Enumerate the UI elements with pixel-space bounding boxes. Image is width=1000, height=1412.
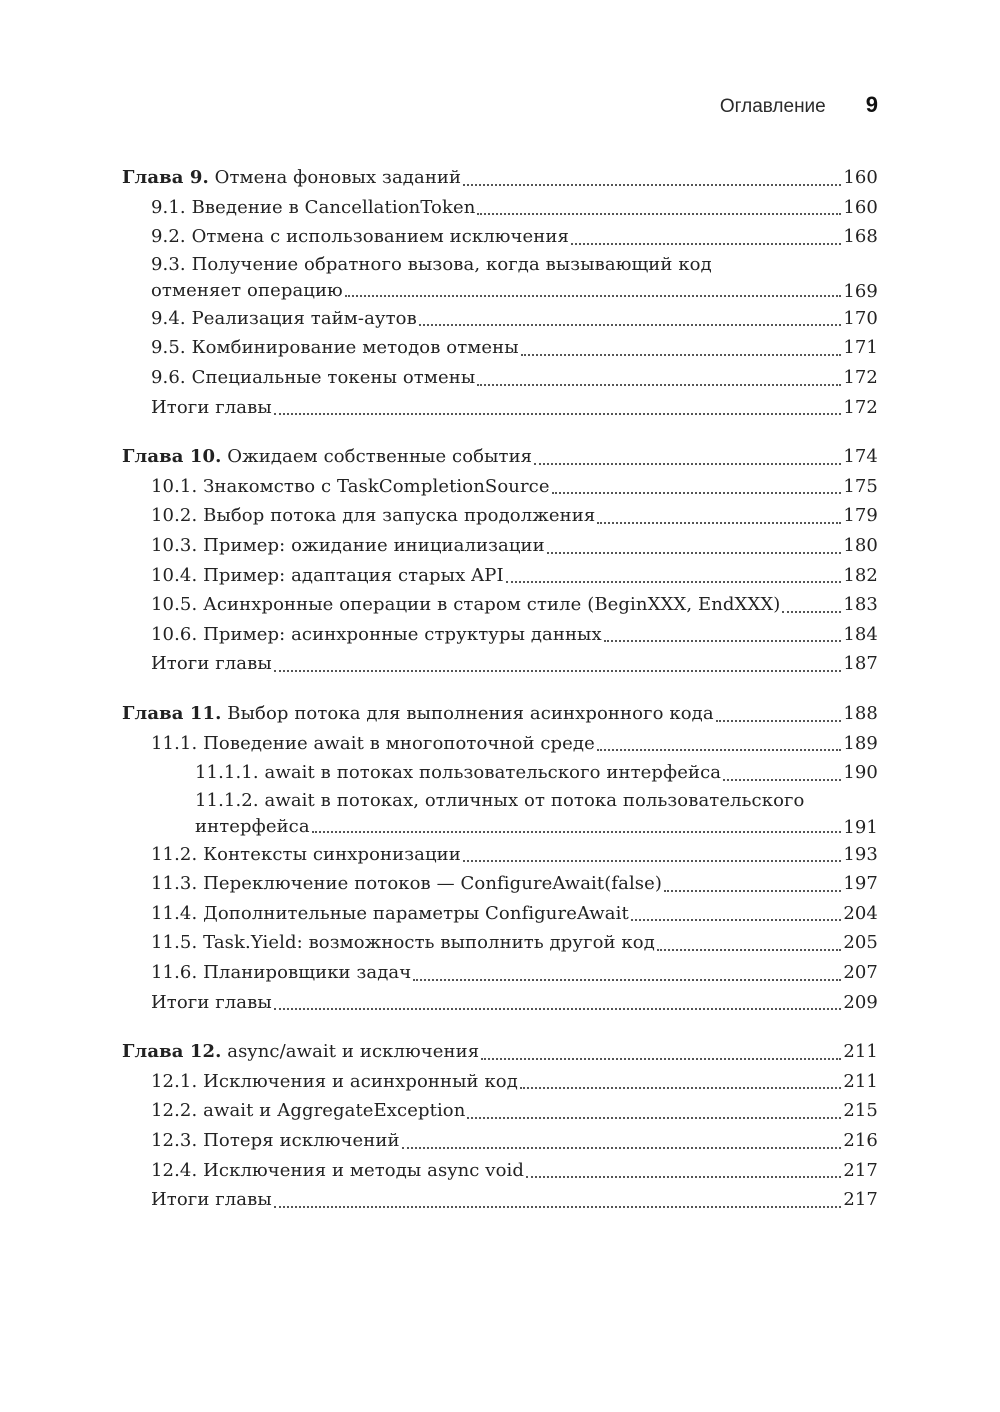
chapter-title: async/await и исключения [227,1041,480,1063]
toc-entry-title [122,699,714,729]
toc-page-number: 174 [843,446,878,468]
toc-entry-title: 12.2. await и AggregateException [151,1100,466,1122]
toc-entry-title: 9.4. Реализация тайм-аутов [151,307,417,329]
toc-section-entry[interactable] [122,928,878,958]
toc-page-number: 183 [843,594,878,616]
toc-page-number: 168 [843,226,878,248]
dot-leader [534,463,841,465]
dot-leader [477,213,841,215]
toc-page-number: 170 [843,307,878,329]
toc-entry-title: Итоги главы [151,991,272,1013]
dot-leader [312,831,842,833]
toc-entry-title [122,163,461,193]
toc-entry-title: 9.2. Отмена с использованием исключения [151,226,569,248]
dot-leader [463,860,841,862]
toc-page-number: 179 [843,505,878,527]
dot-leader [481,1058,841,1060]
running-header-title: Оглавление [719,96,826,117]
toc-section-entry[interactable] [122,531,878,561]
toc-section-entry[interactable] [122,649,878,679]
toc-section-entry[interactable] [122,304,878,334]
toc-section-entry[interactable] [122,222,878,252]
toc-section-entry[interactable] [122,869,878,899]
toc-entry-title: 11.4. Дополнительные параметры ConfigureAwait [151,902,629,924]
toc-section-entry[interactable] [122,729,878,759]
dot-leader [274,670,842,672]
toc-section-entry[interactable] [122,333,878,363]
toc-entry-title: 9.1. Введение в CancellationToken [151,196,476,218]
dot-leader [520,1087,841,1089]
toc-entry-title [122,1037,479,1067]
toc-page-number: 188 [843,702,878,724]
toc-entry-text-block [195,788,843,840]
toc-page-number: 193 [843,843,878,865]
toc-page-number: 172 [843,366,878,388]
chapter-label: Глава 10. [122,446,222,468]
chapter-title: Отмена фоновых заданий [214,167,462,188]
toc-entry-title: 11.2. Контексты синхронизации [151,843,461,865]
toc-section-entry[interactable] [122,958,878,988]
dot-leader [274,413,842,415]
dot-leader [345,295,842,297]
toc-page-number: 205 [843,932,878,954]
dot-leader [521,354,842,356]
dot-leader [274,1206,842,1208]
toc-page-number: 172 [843,396,878,418]
toc-page-number: 204 [843,902,878,924]
running-header [720,92,878,118]
dot-leader [526,1176,841,1178]
toc-chapter-entry[interactable] [122,442,878,472]
toc-entry-title: 12.4. Исключения и методы async void [151,1159,524,1181]
toc-entry-text: 11.1.2. await в потоках, отличных от потока пользовательского [195,789,805,811]
chapter-title: Выбор потока для выполнения асинхронного кода [227,702,714,724]
toc-page-number: 211 [843,1070,878,1092]
toc-entry-title: 10.2. Выбор потока для запуска продолжения [151,505,596,527]
dot-leader [716,720,842,722]
toc-section-entry[interactable] [122,1156,878,1186]
toc-section-entry[interactable] [122,988,878,1018]
toc-page-number: 187 [843,653,878,675]
toc-entry-title: 12.1. Исключения и асинхронный код [151,1070,518,1092]
toc-entry-title: 11.1.1. await в потоках пользовательского интерфейса [195,762,722,784]
toc-section-entry[interactable] [122,899,878,929]
toc-section-entry[interactable] [122,252,878,304]
toc-section-entry[interactable] [122,590,878,620]
toc-entry-title: Итоги главы [151,396,272,418]
toc-entry-title: 10.4. Пример: адаптация старых API [151,564,504,586]
dot-leader [506,581,842,583]
toc-chapter-entry[interactable] [122,163,878,193]
toc-section-entry[interactable] [122,840,878,870]
chapter-label: Глава 11. [122,702,222,724]
dot-leader [463,184,841,186]
toc-page-number: 160 [843,196,878,218]
toc-section-entry[interactable] [122,561,878,591]
toc-page-number: 182 [843,564,878,586]
toc-entry-title [122,442,532,472]
toc-page-number: 175 [843,475,878,497]
toc-entry-title: 10.1. Знакомство с TaskCompletionSource [151,475,550,497]
dot-leader [723,779,841,781]
toc-section-entry[interactable] [122,620,878,650]
dot-leader [274,1008,842,1010]
dot-leader [547,552,842,554]
toc-entry-title: 11.6. Планировщики задач [151,962,412,984]
toc-entry-text-block [151,252,843,304]
dot-leader [552,492,842,494]
toc-page-number: 171 [843,337,878,359]
toc-entry-title: Итоги главы [151,653,272,675]
dot-leader [477,384,841,386]
toc-entry-title: 11.3. Переключение потоков — ConfigureAwait(false) [151,873,663,895]
toc-section-entry[interactable] [122,393,878,423]
dot-leader [631,919,842,921]
toc-entry-text: 9.3. Получение обратного вызова, когда вызывающий код [151,253,712,275]
toc-entry-title: 10.6. Пример: асинхронные структуры данных [151,623,602,645]
toc-page-number: 211 [843,1041,878,1063]
toc-entry-text-continued: отменяет операцию [151,279,343,301]
table-of-contents [122,163,878,1215]
toc-entry-title: 10.3. Пример: ожидание инициализации [151,534,545,556]
dot-leader [402,1147,842,1149]
toc-entry-title: Итоги главы [151,1189,272,1211]
dot-leader [597,749,841,751]
dot-leader [467,1117,841,1119]
toc-page-number: 215 [843,1100,878,1122]
toc-subsubsection-entry[interactable] [122,788,878,840]
toc-section-entry[interactable] [122,1067,878,1097]
toc-entry-title: 11.5. Task.Yield: возможность выполнить другой код [151,932,655,954]
toc-page-number: 184 [843,623,878,645]
dot-leader [413,979,841,981]
toc-entry-title: 11.1. Поведение await в многопоточной среде [151,732,595,754]
toc-section-entry[interactable] [122,193,878,223]
toc-page-number: 160 [843,167,878,188]
dot-leader [657,949,841,951]
toc-section-entry[interactable] [122,1185,878,1215]
toc-section-entry[interactable] [122,472,878,502]
toc-page-number: 197 [843,873,878,895]
toc-entry-continuation [195,814,843,840]
chapter-label: Глава 9. [122,167,209,188]
toc-page-number: 217 [843,1189,878,1211]
toc-chapter-entry[interactable] [122,699,878,729]
toc-page-number: 180 [843,534,878,556]
toc-section-entry[interactable] [122,363,878,393]
dot-leader [419,324,842,326]
toc-page-number: 216 [843,1130,878,1152]
chapter-label: Глава 12. [122,1041,222,1063]
toc-entry-text-continued: интерфейса [195,815,310,837]
toc-entry-title: 9.5. Комбинирование методов отмены [151,337,519,359]
toc-page-number: 209 [843,991,878,1013]
dot-leader [604,640,842,642]
toc-page-number: 217 [843,1159,878,1181]
toc-page-number: 190 [843,762,878,784]
dot-leader [782,611,841,613]
toc-page-number: 189 [843,732,878,754]
dot-leader [571,243,841,245]
toc-page-number: 169 [843,280,878,302]
dot-leader [664,890,841,892]
chapter-title: Ожидаем собственные события [227,446,533,468]
toc-entry-title: 9.6. Специальные токены отмены [151,366,476,388]
toc-chapter-entry[interactable] [122,1037,878,1067]
dot-leader [597,522,841,524]
toc-section-entry[interactable] [122,501,878,531]
toc-section-entry[interactable] [122,1096,878,1126]
page-number: 9 [865,92,878,117]
toc-subsubsection-entry[interactable] [122,758,878,788]
toc-entry-continuation [151,278,843,304]
toc-entry-title: 12.3. Потеря исключений [151,1130,400,1152]
toc-section-entry[interactable] [122,1126,878,1156]
toc-entry-title: 10.5. Асинхронные операции в старом стиле (BeginXXX, EndXXX) [151,594,781,616]
toc-page-number: 191 [843,816,878,838]
toc-page-number: 207 [843,962,878,984]
